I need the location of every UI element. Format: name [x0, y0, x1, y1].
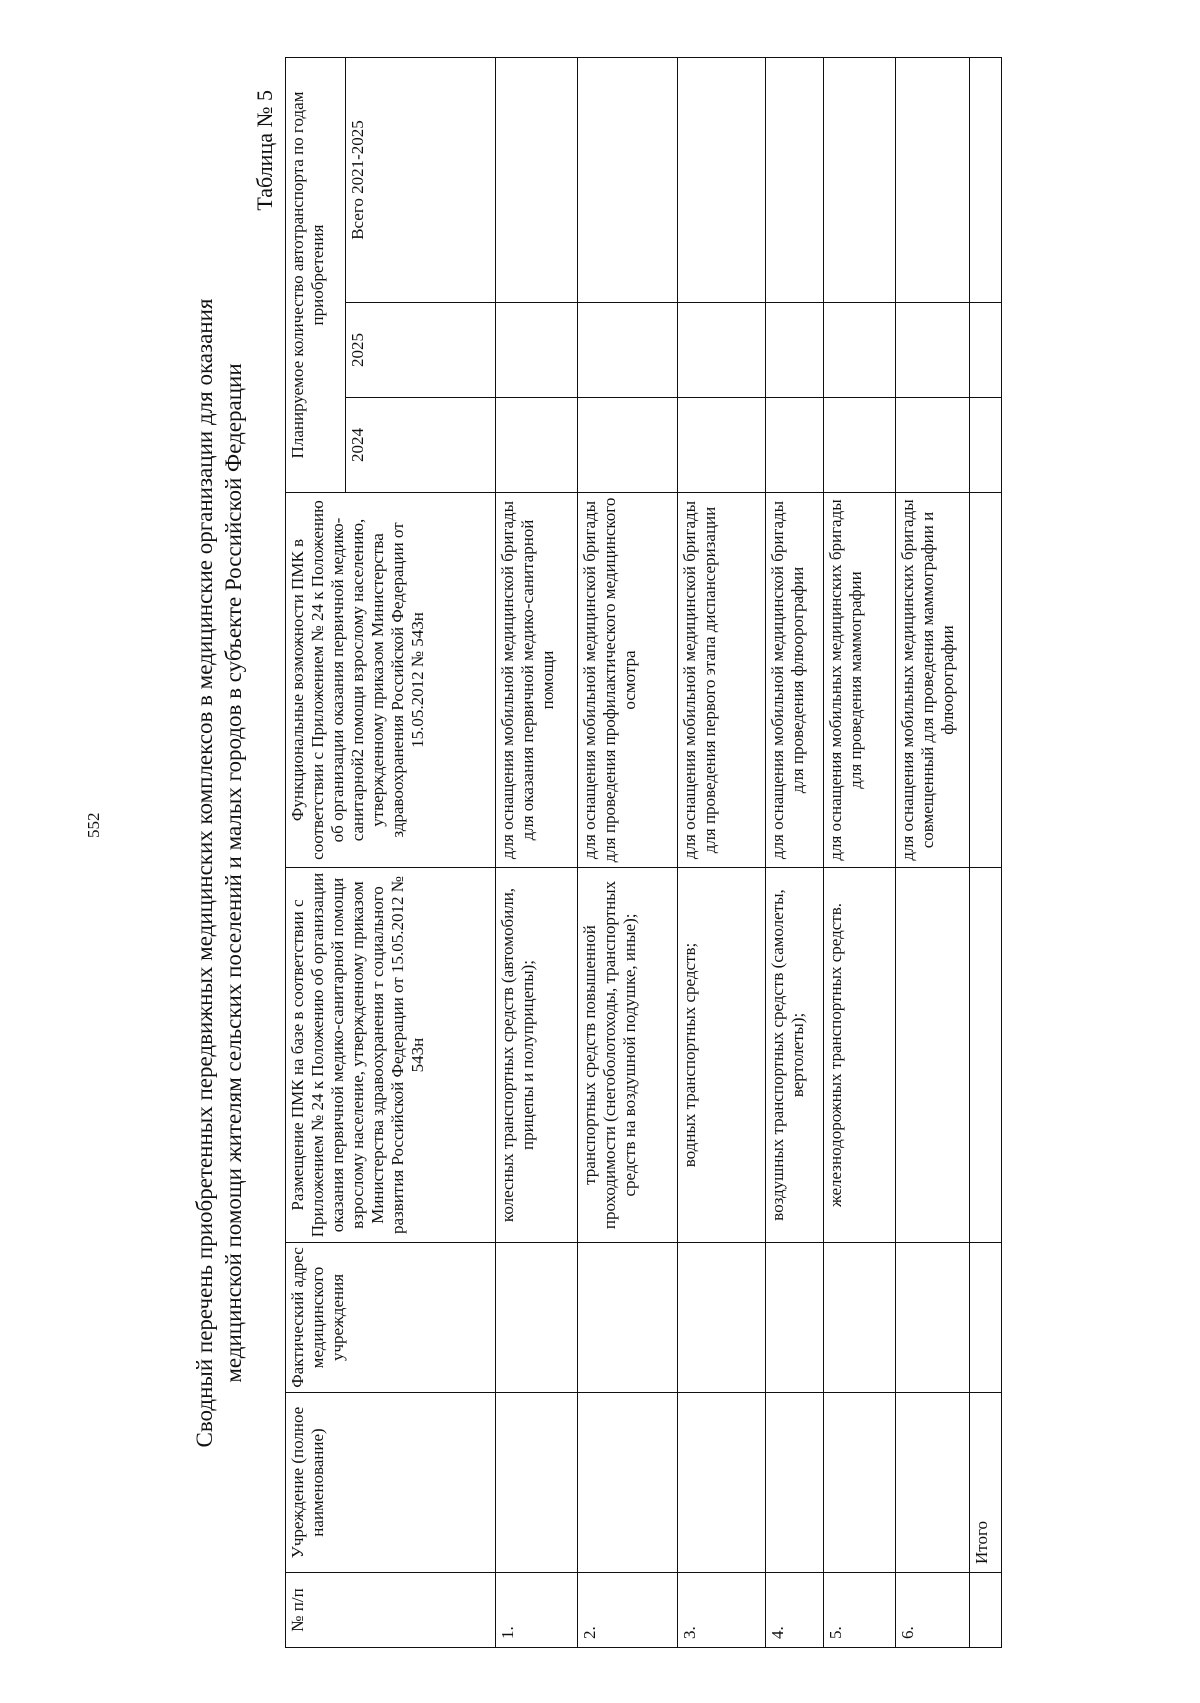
- row-institution: [678, 1393, 766, 1573]
- row-2025: [496, 303, 578, 398]
- header-planned: Планируемое количество автотранспорта по годам приобретения: [286, 57, 346, 492]
- row-2024: [970, 398, 1002, 493]
- row-institution: [896, 1393, 970, 1573]
- row-institution: [824, 1393, 896, 1573]
- row-2025: [766, 303, 824, 398]
- row-total: [896, 57, 970, 302]
- row-placement: транспортных средств повышенной проходимости (снегоболотоходы, транспортных средств на воздушной подушке, иные);: [578, 868, 678, 1243]
- table-label: Таблица № 5: [252, 90, 277, 211]
- row-address: [496, 1243, 578, 1393]
- header-year-2024: 2024: [346, 398, 496, 493]
- table-row: [578, 57, 678, 1647]
- table-row: [678, 57, 766, 1647]
- summary-table: [285, 57, 1002, 1648]
- row-2025: [970, 303, 1002, 398]
- row-functional: для оснащения мобильной медицинской бригады для оказания первичной медико-санитарной помощи: [496, 493, 578, 868]
- header-institution: Учреждение (полное наименование): [286, 1393, 496, 1573]
- row-2025: [578, 303, 678, 398]
- row-functional: для оснащения мобильной медицинской бригады для проведения первого этапа диспансеризации: [678, 493, 766, 868]
- row-total: [970, 57, 1002, 302]
- row-functional: [970, 493, 1002, 868]
- row-placement: водных транспортных средств;: [678, 868, 766, 1243]
- title-line-2: медицинской помощи жителям сельских поселений и малых городов в субъекте Российской Федерации: [221, 363, 246, 1383]
- row-address: [896, 1243, 970, 1393]
- row-functional: для оснащения мобильных медицинских бригады для проведения маммографии: [824, 493, 896, 868]
- row-total: [678, 57, 766, 302]
- total-row: [970, 57, 1002, 1647]
- row-2025: [824, 303, 896, 398]
- header-num: № п/п: [286, 1573, 496, 1648]
- row-functional: для оснащения мобильной медицинской бригады для проведения профилактического медицинского осмотра: [578, 493, 678, 868]
- row-num: 1.: [496, 1573, 578, 1648]
- row-placement: [970, 868, 1002, 1243]
- row-placement: железнодорожных транспортных средств.: [824, 868, 896, 1243]
- row-num: [970, 1573, 1002, 1648]
- header-placement: Размещение ПМК на базе в соответствии с Приложением № 24 к Положению об организации оказания первичной медико-санитарной помощи взрослому население, утвержденному приказом Министерства здравоохранения т социального развития Российской Федерации от 15.05.2012 № 543н: [286, 868, 496, 1243]
- total-label: Итого: [970, 1393, 1002, 1573]
- page-number: 552: [84, 812, 103, 838]
- table-row: [896, 57, 970, 1647]
- header-row: [286, 57, 346, 1647]
- header-total: Всего 2021-2025: [346, 57, 496, 302]
- row-institution: [578, 1393, 678, 1573]
- row-address: [678, 1243, 766, 1393]
- row-placement: [896, 868, 970, 1243]
- row-placement: колесных транспортных средств (автомобили, прицепы и полуприцепы);: [496, 868, 578, 1243]
- table-row: [824, 57, 896, 1647]
- row-2024: [896, 398, 970, 493]
- header-year-2025: 2025: [346, 303, 496, 398]
- row-total: [766, 57, 824, 302]
- row-2024: [578, 398, 678, 493]
- document-title: [190, 83, 248, 1663]
- row-address: [578, 1243, 678, 1393]
- row-2025: [678, 303, 766, 398]
- row-2024: [824, 398, 896, 493]
- header-functional: Функциональные возможности ПМК в соответствии с Приложением № 24 к Положению об организации оказания первичной медико-санитарной2 помощи взрослому населению, утвержденному приказом Министерства здравоохранения Российской Федерации от 15.05.2012 № 543н: [286, 493, 496, 868]
- row-institution: [766, 1393, 824, 1573]
- header-address: Фактический адрес медицинского учреждения: [286, 1243, 496, 1393]
- title-line-1: Сводный перечень приобретенных передвижных медицинских комплексов в медицинские организации для оказания: [192, 298, 217, 1448]
- table-row: [496, 57, 578, 1647]
- row-total: [824, 57, 896, 302]
- row-total: [496, 57, 578, 302]
- row-institution: [496, 1393, 578, 1573]
- row-2024: [496, 398, 578, 493]
- row-num: 5.: [824, 1573, 896, 1648]
- table-row: [766, 57, 824, 1647]
- row-2024: [766, 398, 824, 493]
- row-num: 2.: [578, 1573, 678, 1648]
- row-functional: для оснащения мобильных медицинских бригады совмещенный для проведения маммографии и флюорографии: [896, 493, 970, 868]
- row-num: 4.: [766, 1573, 824, 1648]
- row-address: [766, 1243, 824, 1393]
- row-2024: [678, 398, 766, 493]
- row-total: [578, 57, 678, 302]
- row-placement: воздушных транспортных средств (самолеты, вертолеты);: [766, 868, 824, 1243]
- row-2025: [896, 303, 970, 398]
- row-functional: для оснащения мобильной медицинской бригады для проведения флюорографии: [766, 493, 824, 868]
- row-num: 3.: [678, 1573, 766, 1648]
- row-address: [970, 1243, 1002, 1393]
- row-num: 6.: [896, 1573, 970, 1648]
- row-address: [824, 1243, 896, 1393]
